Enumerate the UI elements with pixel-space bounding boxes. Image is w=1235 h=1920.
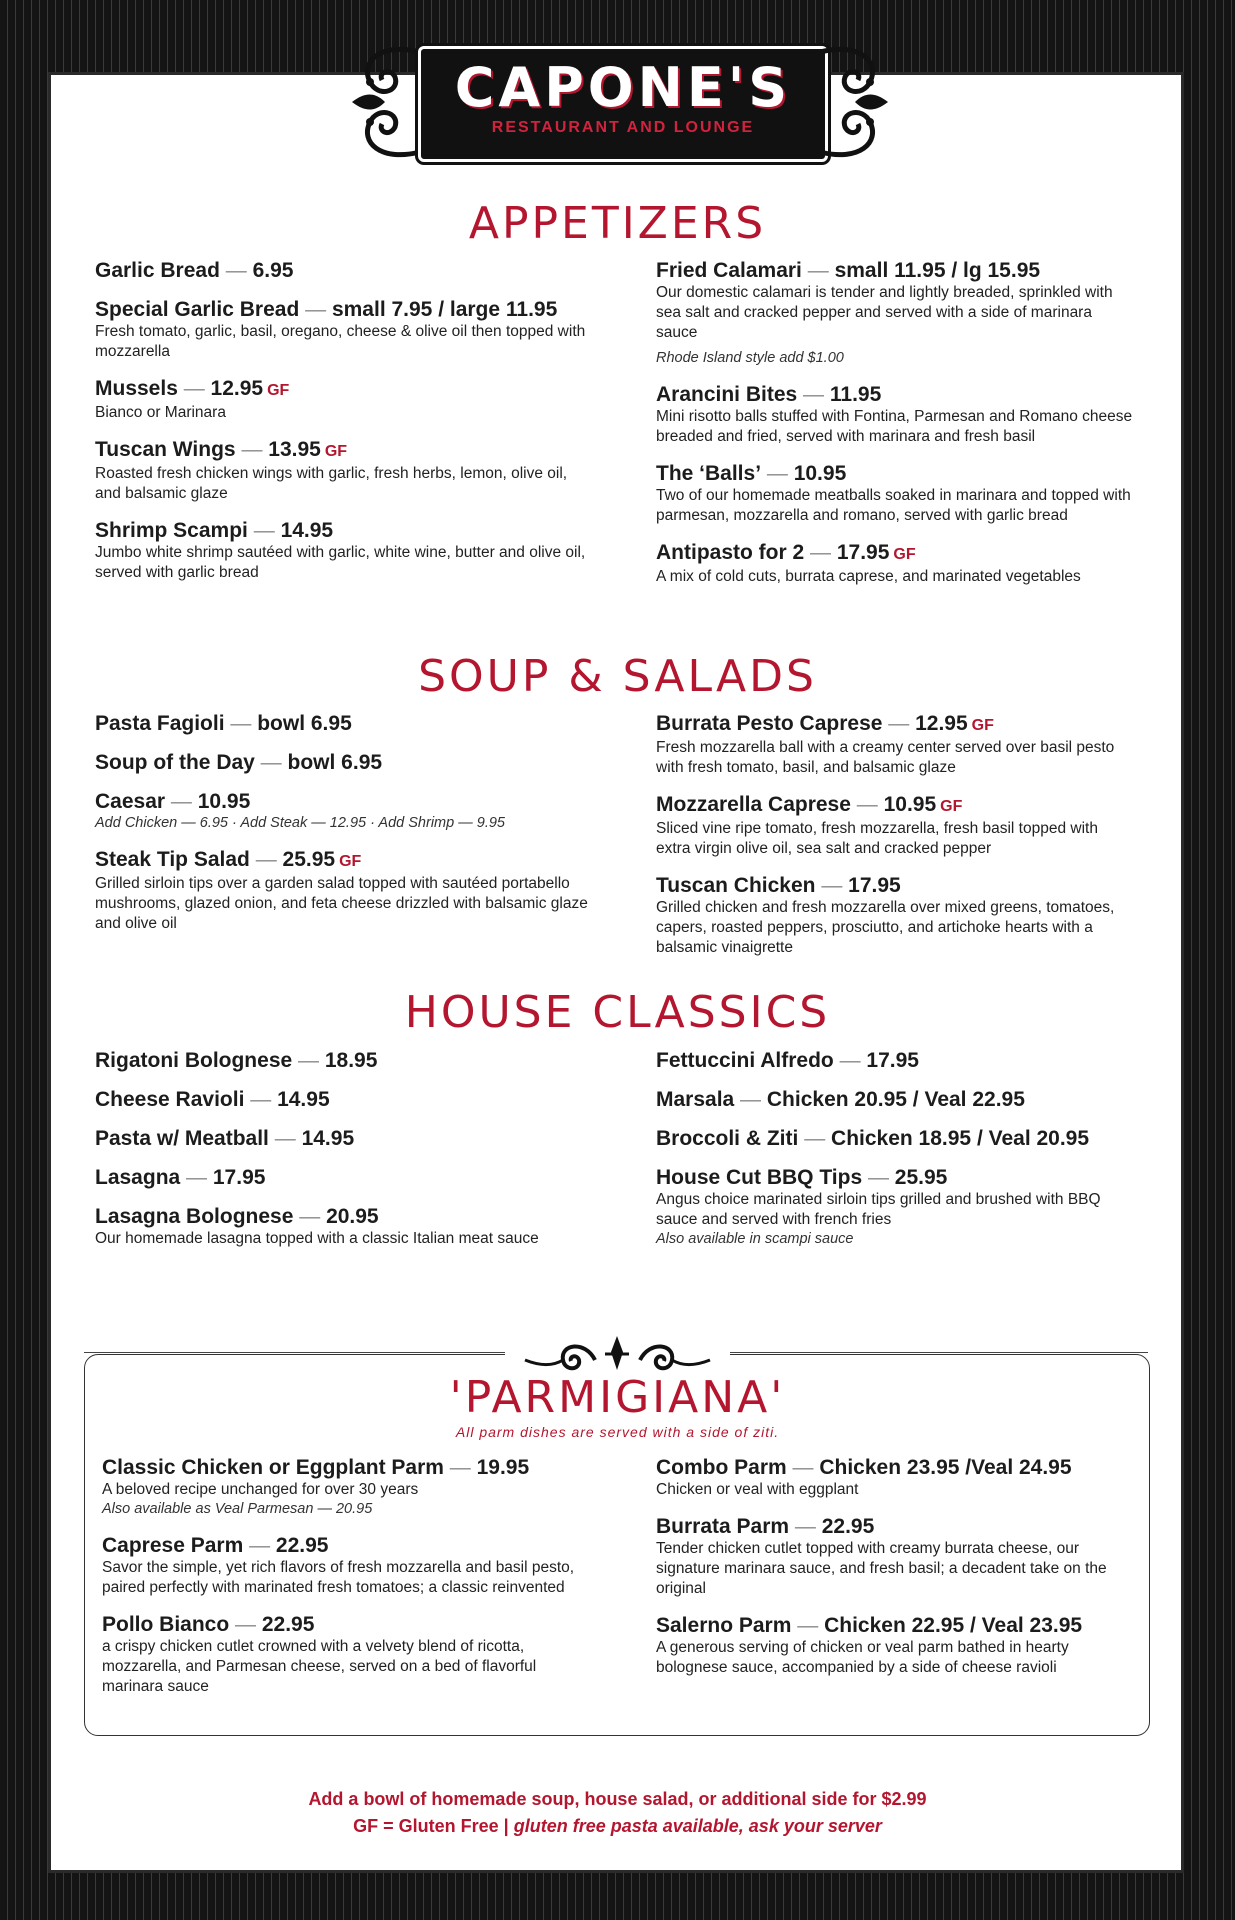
menu-item-name: Burrata Parm: [656, 1515, 790, 1538]
menu-item: [656, 1087, 1136, 1112]
menu-item-heading: [95, 437, 595, 464]
menu-item-heading: [95, 1048, 595, 1073]
menu-item-heading: [95, 711, 595, 736]
menu-item: [95, 1165, 595, 1190]
footer-separator: |: [503, 1816, 509, 1836]
menu-item-name: Tuscan Wings: [95, 438, 236, 461]
menu-item-name: Burrata Pesto Caprese: [656, 712, 883, 735]
menu-item-dash: —: [443, 1456, 477, 1479]
menu-item-name: The ‘Balls’: [656, 462, 762, 485]
gluten-free-badge: GF: [339, 853, 362, 870]
menu-item-name: Caprese Parm: [102, 1534, 244, 1557]
menu-item-dash: —: [734, 1088, 767, 1111]
menu-item-dash: —: [229, 1613, 262, 1636]
menu-item-price: 25.95: [282, 848, 336, 871]
menu-item-heading: [95, 258, 595, 283]
menu-item-description: Bianco or Marinara: [95, 404, 226, 421]
menu-item-name: Pasta Fagioli: [95, 712, 225, 735]
menu-item-price: 11.95: [829, 383, 882, 406]
menu-item-heading: [102, 1533, 582, 1558]
menu-item-heading: [95, 1165, 595, 1190]
menu-item: [95, 1048, 595, 1073]
menu-item-description: Our homemade lasagna topped with a classic Italian meat sauce: [95, 1230, 539, 1247]
menu-item-price: 6.95: [252, 259, 294, 282]
menu-item-description: A beloved recipe unchanged for over 30 years: [102, 1481, 419, 1498]
menu-item-heading: [95, 789, 595, 814]
menu-item-dash: —: [165, 790, 198, 813]
menu-item: [95, 750, 595, 775]
menu-item-name: Combo Parm: [656, 1456, 787, 1479]
menu-item-price: 22.95: [275, 1534, 329, 1557]
menu-item-name: Steak Tip Salad: [95, 848, 250, 871]
divider-line-right: [728, 1352, 1148, 1353]
menu-item-price: 12.95: [915, 712, 968, 735]
menu-item: [95, 376, 595, 423]
menu-item-name: Salerno Parm: [656, 1614, 792, 1637]
menu-item-dash: —: [235, 438, 269, 461]
menu-item-heading: [102, 1455, 582, 1480]
menu-item-price: Chicken 20.95 / Veal 22.95: [766, 1088, 1025, 1111]
menu-item-dash: —: [243, 1534, 276, 1557]
menu-item-description: Two of our homemade meatballs soaked in marinara and topped with parmesan, mozzarella and romano, served with garlic bread: [656, 487, 1131, 524]
menu-item-price: 17.95: [866, 1049, 919, 1072]
menu-item-dash: —: [882, 712, 916, 735]
footer-gf-note: gluten free pasta available, ask your server: [513, 1816, 882, 1836]
menu-item-description: Chicken or veal with eggplant: [656, 1481, 859, 1498]
menu-item-dash: —: [833, 1049, 867, 1072]
soups-left-column: [95, 711, 595, 948]
restaurant-name: CAPONE'S: [454, 56, 792, 119]
menu-item-price: 17.95: [212, 1166, 266, 1189]
menu-item-price: Chicken 23.95 /Veal 24.95: [819, 1456, 1072, 1479]
menu-item-description: Jumbo white shrimp sautéed with garlic, white wine, butter and olive oil, served with garlic bread: [95, 544, 586, 581]
menu-item-description: Our domestic calamari is tender and lightly breaded, sprinkled with sea salt and cracked pepper and served with a side of marinara sauce: [656, 284, 1113, 341]
gluten-free-badge: GF: [893, 546, 916, 563]
menu-item-dash: —: [299, 298, 332, 321]
menu-item-heading: [656, 1126, 1136, 1151]
logo-plate: [418, 46, 828, 162]
menu-item-name: Pollo Bianco: [102, 1613, 230, 1636]
appetizers-left-column: [95, 258, 595, 597]
menu-item-note: Also available in scampi sauce: [656, 1231, 854, 1247]
menu-item-heading: [95, 1204, 595, 1229]
menu-item-heading: [656, 1613, 1136, 1638]
menu-item-dash: —: [219, 259, 253, 282]
menu-item: [656, 1165, 1136, 1249]
scroll-ornament-right-icon: [810, 32, 900, 172]
menu-item-name: Cheese Ravioli: [95, 1088, 245, 1111]
menu-item-description: Savor the simple, yet rich flavors of fresh mozzarella and basil pesto, paired perfectly with marinated fresh tomatoes; a classic reinvented: [102, 1559, 575, 1596]
menu-item: [102, 1612, 582, 1697]
section-title-appetizers: APPETIZERS: [468, 198, 767, 249]
menu-item-dash: —: [791, 1614, 825, 1637]
menu-item-name: Garlic Bread: [95, 259, 220, 282]
menu-item-note: Also available as Veal Parmesan — 20.95: [102, 1501, 373, 1517]
menu-item-heading: [656, 1165, 1136, 1190]
menu-item-dash: —: [761, 462, 794, 485]
menu-item: [95, 1087, 595, 1112]
menu-item: [95, 297, 595, 362]
menu-item-name: Lasagna Bolognese: [95, 1205, 294, 1228]
footer-add-side: Add a bowl of homemade soup, house salad, or additional side for $2.99: [308, 1789, 927, 1809]
menu-item-price: bowl 6.95: [287, 751, 383, 774]
menu-item-heading: [656, 382, 1136, 407]
menu-item: [656, 540, 1136, 587]
menu-item-dash: —: [786, 1456, 820, 1479]
menu-item-heading: [656, 1087, 1136, 1112]
menu-item-name: Mussels: [95, 377, 178, 400]
menu-item: [95, 789, 595, 833]
menu-item-price: 10.95: [883, 793, 937, 816]
menu-item-heading: [95, 1126, 595, 1151]
menu-item: [102, 1533, 582, 1598]
menu-item-description: a crispy chicken cutlet crowned with a velvety blend of ricotta, mozzarella, and Parmesan cheese, served on a bed of flavorful marinara sauce: [102, 1638, 537, 1695]
menu-item-description: Roasted fresh chicken wings with garlic, fresh herbs, lemon, olive oil, and balsamic glaze: [95, 465, 568, 502]
gluten-free-badge: GF: [324, 443, 348, 460]
menu-item: [656, 382, 1136, 447]
menu-item-dash: —: [789, 1515, 822, 1538]
menu-item-dash: —: [293, 1205, 327, 1228]
menu-item-price: Chicken 22.95 / Veal 23.95: [824, 1614, 1083, 1637]
menu-item-heading: [95, 847, 595, 874]
footer-gf-line: [0, 1813, 1235, 1839]
menu-item-dash: —: [798, 1127, 832, 1150]
menu-item-price: 14.95: [301, 1127, 355, 1150]
menu-item-name: Lasagna: [95, 1166, 181, 1189]
menu-item-price: 10.95: [793, 462, 847, 485]
menu-item-description: Grilled sirloin tips over a garden salad topped with sautéed portabello mushrooms, glazed onion, and feta cheese drizzled with balsamic glaze and olive oil: [95, 875, 588, 932]
menu-item-heading: [656, 540, 1136, 567]
menu-item-heading: [656, 711, 1136, 738]
menu-item-name: Broccoli & Ziti: [656, 1127, 799, 1150]
menu-item: [656, 461, 1136, 526]
menu-item-name: Pasta w/ Meatball: [95, 1127, 269, 1150]
menu-item: [656, 873, 1136, 958]
menu-item: [656, 711, 1136, 778]
menu-item-name: Rigatoni Bolognese: [95, 1049, 293, 1072]
menu-item-heading: [656, 873, 1136, 898]
menu-item: [656, 792, 1136, 859]
menu-item-price: small 11.95 / lg 15.95: [834, 259, 1041, 282]
menu-item: [95, 437, 595, 504]
menu-item-dash: —: [244, 1088, 278, 1111]
menu-item-heading: [95, 750, 595, 775]
parm-right-column: [656, 1455, 1136, 1692]
menu-item: [95, 1204, 595, 1249]
menu-item-description: Tender chicken cutlet topped with creamy burrata cheese, our signature marinara sauce, and fresh basil; a decadent take on the original: [656, 1540, 1107, 1597]
soups-right-column: [656, 711, 1136, 972]
gluten-free-badge: GF: [971, 717, 994, 734]
menu-item-heading: [95, 376, 595, 403]
menu-item-price: 12.95: [210, 377, 264, 400]
menu-item-dash: —: [815, 874, 849, 897]
menu-item-name: Soup of the Day: [95, 751, 255, 774]
menu-item: [95, 1126, 595, 1151]
menu-item-dash: —: [268, 1127, 302, 1150]
menu-item-heading: [656, 1048, 1136, 1073]
menu-item-description: Sliced vine ripe tomato, fresh mozzarella, fresh basil topped with extra virgin olive oil, sea salt and cracked pepper: [656, 820, 1098, 857]
menu-item-description: Fresh mozzarella ball with a creamy center served over basil pesto with fresh tomato, basil, and balsamic glaze: [656, 739, 1115, 776]
menu-item-name: House Cut BBQ Tips: [656, 1166, 863, 1189]
menu-item: [95, 518, 595, 583]
menu-item-name: Special Garlic Bread: [95, 298, 300, 321]
menu-item-description: A generous serving of chicken or veal parm bathed in hearty bolognese sauce, accompanied by a side of cheese ravioli: [656, 1639, 1069, 1676]
gluten-free-badge: GF: [940, 798, 963, 815]
menu-item: [656, 1048, 1136, 1073]
menu-item: [656, 1455, 1136, 1500]
menu-item-price: small 7.95 / large 11.95: [331, 298, 558, 321]
menu-item-dash: —: [180, 1166, 213, 1189]
menu-item: [95, 847, 595, 934]
menu-item-price: 13.95: [268, 438, 321, 461]
menu-item-price: 17.95: [848, 874, 901, 897]
menu-item-dash: —: [862, 1166, 895, 1189]
menu-item-name: Caesar: [95, 790, 166, 813]
parm-left-column: [102, 1455, 582, 1711]
restaurant-tagline: RESTAURANT AND LOUNGE: [491, 119, 755, 136]
menu-item-note: Add Chicken — 6.95 · Add Steak — 12.95 · Add Shrimp — 9.95: [95, 815, 505, 831]
menu-item-description: Fresh tomato, garlic, basil, oregano, cheese & olive oil then topped with mozzarella: [95, 323, 586, 360]
menu-item-name: Fried Calamari: [656, 259, 802, 282]
menu-item: [95, 711, 595, 736]
menu-item-price: 17.95: [836, 541, 890, 564]
menu-item-name: Mozzarella Caprese: [656, 793, 851, 816]
menu-item-price: 19.95: [476, 1456, 530, 1479]
menu-item-note: Rhode Island style add $1.00: [656, 350, 844, 366]
menu-item-name: Fettuccini Alfredo: [656, 1049, 834, 1072]
menu-item-dash: —: [292, 1049, 325, 1072]
menu-item-description: A mix of cold cuts, burrata caprese, and marinated vegetables: [656, 568, 1081, 585]
menu-item-price: 14.95: [280, 519, 334, 542]
parmigiana-subtitle: All parm dishes are served with a side of ziti.: [455, 1424, 780, 1440]
gluten-free-badge: GF: [267, 382, 290, 399]
menu-item-name: Marsala: [656, 1088, 735, 1111]
appetizers-right-column: [656, 258, 1136, 601]
menu-item-dash: —: [249, 848, 283, 871]
menu-item-heading: [102, 1612, 582, 1637]
section-title-soups: SOUP & SALADS: [418, 651, 817, 702]
menu-item-description: Mini risotto balls stuffed with Fontina, Parmesan and Romano cheese breaded and fried, served with marinara and fresh basil: [656, 408, 1133, 445]
menu-item-dash: —: [797, 383, 830, 406]
menu-item-heading: [95, 297, 595, 322]
menu-item-heading: [95, 1087, 595, 1112]
menu-item: [656, 1514, 1136, 1599]
menu-item-heading: [656, 792, 1136, 819]
menu-item: [102, 1455, 582, 1519]
menu-item-price: 20.95: [326, 1205, 379, 1228]
menu-item-heading: [656, 258, 1136, 283]
menu-item-name: Antipasto for 2: [656, 541, 805, 564]
menu-item-dash: —: [254, 751, 288, 774]
footer-gf-key: GF = Gluten Free: [353, 1816, 499, 1836]
menu-item: [656, 1126, 1136, 1151]
menu-item-dash: —: [177, 377, 211, 400]
menu-item-dash: —: [850, 793, 884, 816]
menu-item-price: 10.95: [197, 790, 251, 813]
classics-right-column: [656, 1048, 1136, 1263]
menu-item: [95, 258, 595, 283]
menu-item-price: Chicken 18.95 / Veal 20.95: [831, 1127, 1090, 1150]
menu-item: [656, 1613, 1136, 1678]
menu-item: [656, 258, 1136, 368]
divider-line-left: [84, 1352, 507, 1353]
menu-item-description: Angus choice marinated sirloin tips grilled and brushed with BBQ sauce and served with french fries: [656, 1191, 1101, 1228]
menu-item-name: Classic Chicken or Eggplant Parm: [102, 1456, 444, 1479]
menu-item-name: Tuscan Chicken: [656, 874, 816, 897]
classics-left-column: [95, 1048, 595, 1263]
menu-item-name: Shrimp Scampi: [95, 519, 248, 542]
brand-logo: [340, 32, 900, 172]
menu-item-heading: [656, 1514, 1136, 1539]
menu-item-heading: [656, 461, 1136, 486]
menu-item-price: 18.95: [324, 1049, 378, 1072]
section-title-parmigiana: 'PARMIGIANA': [449, 1372, 786, 1423]
menu-item-price: bowl 6.95: [257, 712, 352, 735]
menu-item-dash: —: [247, 519, 281, 542]
menu-item-price: 22.95: [821, 1515, 875, 1538]
menu-item-description: Grilled chicken and fresh mozzarella over mixed greens, tomatoes, capers, roasted peppers, prosciutto, and artichoke hearts with a balsamic vinaigrette: [656, 899, 1115, 956]
menu-item-dash: —: [801, 259, 835, 282]
menu-item-price: 25.95: [894, 1166, 948, 1189]
menu-item-heading: [656, 1455, 1136, 1480]
menu-item-price: 22.95: [261, 1613, 315, 1636]
menu-item-name: Arancini Bites: [656, 383, 798, 406]
menu-item-heading: [95, 518, 595, 543]
menu-item-dash: —: [224, 712, 258, 735]
menu-item-price: 14.95: [277, 1088, 330, 1111]
scroll-ornament-left-icon: [340, 32, 430, 172]
section-title-classics: HOUSE CLASSICS: [404, 987, 831, 1038]
menu-item-dash: —: [804, 541, 837, 564]
